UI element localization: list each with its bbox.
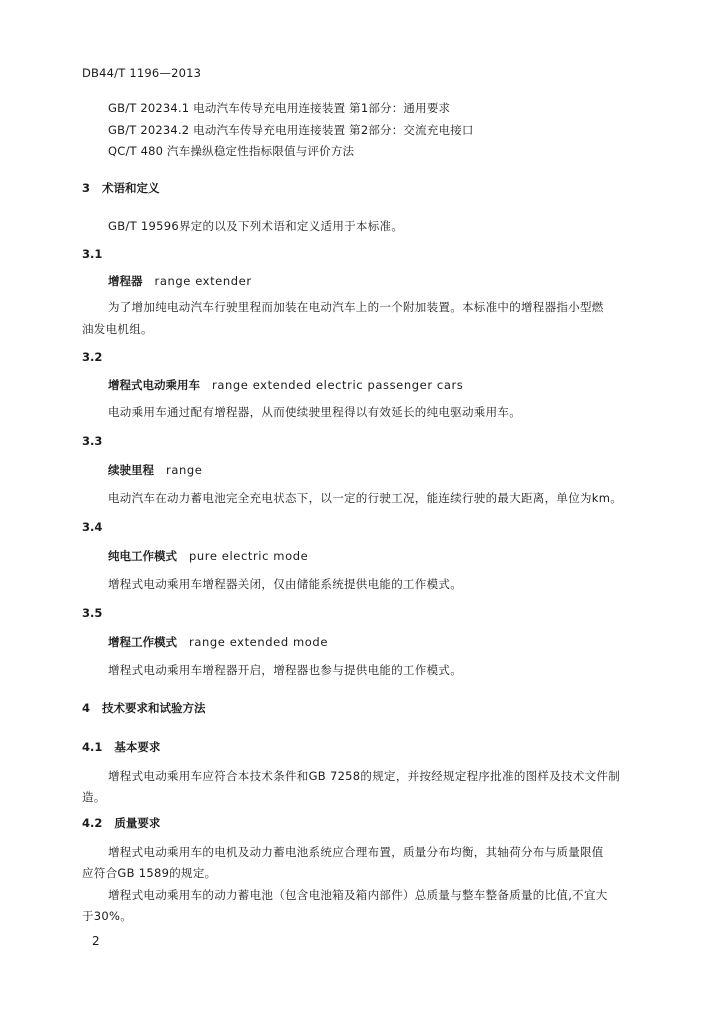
term-zh: 增程工作模式 [108, 635, 177, 649]
term-heading [108, 548, 308, 564]
subsection-4-1-heading [82, 739, 160, 755]
term-definition-line: 为了增加纯电动汽车行驶里程而加装在电动汽车上的一个附加装置。本标准中的增程器指小型燃 [108, 300, 604, 314]
term-number: 3.1 [82, 247, 103, 261]
subsection-number: 4.2 [82, 816, 103, 830]
subsection-number: 4.1 [82, 740, 103, 754]
subsection-title: 基本要求 [114, 740, 161, 754]
reference-line: QC/T 480 汽车操纵稳定性指标限值与评价方法 [108, 144, 355, 158]
section-intro: GB/T 19596界定的以及下列术语和定义适用于本标准。 [108, 219, 404, 233]
term-en: range extender [154, 274, 252, 288]
section-3-heading [82, 180, 160, 196]
term-en: range extended electric passenger cars [212, 378, 464, 392]
term-zh: 续驶里程 [108, 463, 154, 477]
subsection-4-2-heading [82, 815, 160, 831]
page-number: 2 [92, 934, 100, 948]
term-number: 3.2 [82, 350, 103, 364]
section-number: 4 [82, 701, 91, 715]
document-header-id: DB44/T 1196—2013 [82, 66, 202, 80]
section-number: 3 [82, 181, 91, 195]
term-en: range [166, 463, 203, 477]
paragraph-line: 增程式电动乘用车的电机及动力蓄电池系统应合理布置，质量分布均衡，其轴荷分布与质量限值 [108, 845, 604, 859]
paragraph-line: 造。 [82, 790, 106, 804]
term-definition-line: 增程式电动乘用车增程器关闭，仅由储能系统提供电能的工作模式。 [108, 577, 462, 591]
term-definition-line: 电动汽车在动力蓄电池完全充电状态下，以一定的行驶工况，能连续行驶的最大距离，单位为km。 [108, 491, 623, 505]
reference-line: GB/T 20234.1 电动汽车传导充电用连接装置 第1部分：通用要求 [108, 101, 451, 115]
term-definition-line: 油发电机组。 [82, 322, 153, 336]
term-heading [108, 634, 328, 650]
term-heading [108, 377, 463, 393]
term-zh: 增程器 [108, 274, 143, 288]
section-title: 术语和定义 [102, 181, 160, 195]
term-en: range extended mode [189, 635, 328, 649]
term-number: 3.5 [82, 606, 103, 620]
paragraph-line: 增程式电动乘用车应符合本技术条件和GB 7258的规定，并按经规定程序批准的图样及技术文件制 [108, 769, 621, 783]
term-heading [108, 462, 202, 478]
section-4-heading [82, 700, 206, 716]
section-title: 技术要求和试验方法 [102, 701, 206, 715]
term-zh: 纯电工作模式 [108, 549, 177, 563]
term-definition-line: 电动乘用车通过配有增程器，从而使续驶里程得以有效延长的纯电驱动乘用车。 [108, 405, 521, 419]
paragraph-line: 于30%。 [82, 909, 133, 923]
term-en: pure electric mode [189, 549, 309, 563]
subsection-title: 质量要求 [114, 816, 161, 830]
term-definition-line: 增程式电动乘用车增程器开启，增程器也参与提供电能的工作模式。 [108, 663, 462, 677]
term-number: 3.3 [82, 434, 103, 448]
reference-line: GB/T 20234.2 电动汽车传导充电用连接装置 第2部分：交流充电接口 [108, 123, 474, 137]
paragraph-line: 应符合GB 1589的规定。 [82, 866, 217, 880]
term-heading [108, 273, 252, 289]
term-zh: 增程式电动乘用车 [108, 378, 200, 392]
paragraph-line: 增程式电动乘用车的动力蓄电池（包含电池箱及箱内部件）总质量与整车整备质量的比值,不宜大 [108, 888, 608, 902]
term-number: 3.4 [82, 520, 103, 534]
